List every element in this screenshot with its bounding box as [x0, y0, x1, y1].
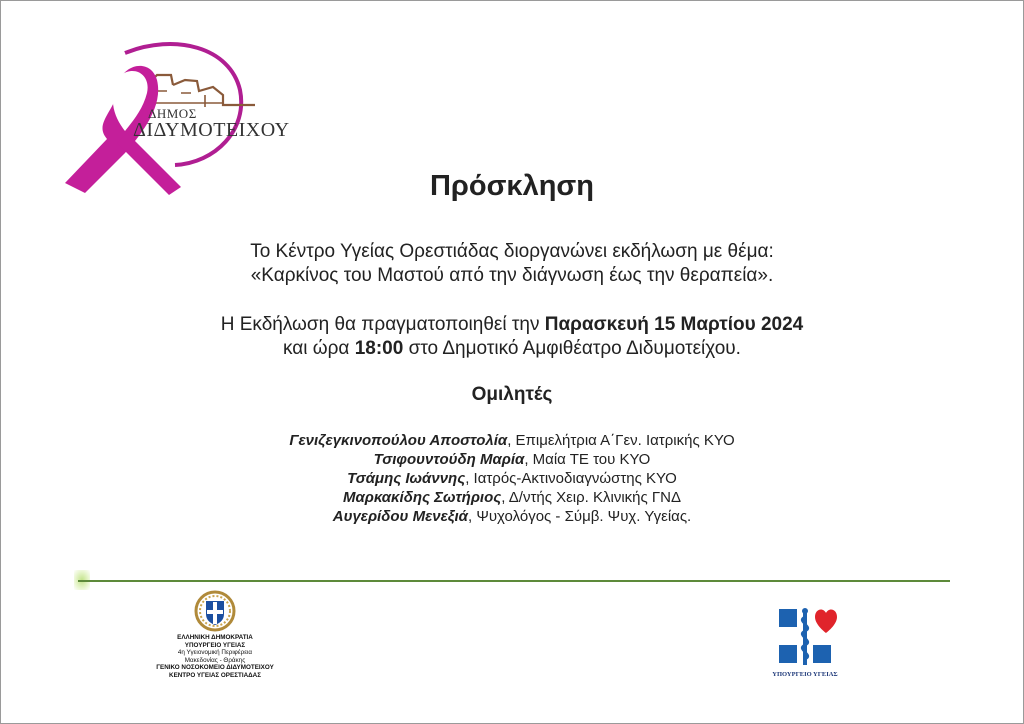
- intro-line-2: «Καρκίνος του Μαστού από την διάγνωση έως την θεραπεία».: [250, 265, 774, 286]
- speakers-heading: Ομιλητές: [471, 384, 553, 405]
- speaker-name: Τσάμης Ιωάννης: [347, 470, 466, 487]
- footer-divider: [78, 580, 950, 582]
- event-line-2: [0, 337, 1024, 361]
- speaker-role: , Δ/ντής Χειρ. Κλινικής ΓΝΔ: [501, 489, 682, 506]
- speaker-name: Γενιζεγκινοπούλου Αποστολία: [289, 432, 508, 449]
- hellenic-republic-block: [145, 588, 285, 693]
- speaker-name: Μαρκακίδης Σωτήριος: [342, 489, 502, 506]
- logo-line-2: ΔΙΔΥΜΟΤΕΙΧΟΥ: [133, 119, 290, 141]
- gov-line-3: 4η Υγειονομική Περιφέρεια: [177, 649, 253, 657]
- event-prefix: Η Εκδήλωση θα πραγματοποιηθεί την: [220, 314, 545, 335]
- greek-coat-of-arms-icon: [194, 590, 236, 632]
- speaker-item: [0, 488, 1024, 507]
- ministry-of-health-logo-icon: [765, 603, 845, 671]
- speaker-item: [0, 469, 1024, 488]
- speakers-list: [0, 431, 1024, 526]
- speaker-role: , Επιμελήτρια Α΄Γεν. Ιατρικής ΚΥΟ: [507, 432, 735, 449]
- speaker-item: [0, 431, 1024, 450]
- gov-line-6: ΚΕΝΤΡΟ ΥΓΕΙΑΣ ΟΡΕΣΤΙΑΔΑΣ: [169, 671, 261, 679]
- event-date: Παρασκευή 15 Μαρτίου 2024: [544, 314, 804, 335]
- speaker-role: , Μαία ΤΕ του ΚΥΟ: [524, 451, 651, 468]
- ministry-of-health-logo: [765, 603, 845, 683]
- logo-line-1: ΔΗΜΟΣ: [148, 106, 197, 121]
- intro-line-1: Το Κέντρο Υγείας Ορεστιάδας διοργανώνει εκδήλωση με θέμα:: [250, 241, 774, 262]
- event-time: 18:00: [354, 338, 404, 359]
- speaker-item: [0, 450, 1024, 469]
- event-place: στο Δημοτικό Αμφιθέατρο Διδυμοτείχου.: [403, 338, 741, 359]
- gov-line-2: ΥΠΟΥΡΓΕΙΟ ΥΓΕΙΑΣ: [184, 641, 246, 649]
- intro-paragraph: [0, 240, 1024, 288]
- speaker-item: [0, 507, 1024, 526]
- speaker-role: , Ιατρός-Ακτινοδιαγνώστης ΚΥΟ: [465, 470, 677, 487]
- gov-line-4: Μακεδονίας - Θράκης: [184, 656, 246, 664]
- speaker-name: Αυγερίδου Μενεξιά: [332, 508, 468, 525]
- speaker-name: Τσιφουντούδη Μαρία: [373, 451, 525, 468]
- gov-line-1: ΕΛΛΗΝΙΚΗ ΔΗΜΟΚΡΑΤΙΑ: [177, 634, 253, 641]
- gov-line-5: ΓΕΝΙΚΟ ΝΟΣΟΚΟΜΕΙΟ ΔΙΔΥΜΟΤΕΙΧΟΥ: [156, 664, 274, 672]
- event-paragraph: [0, 313, 1024, 361]
- page-title: Πρόσκληση: [429, 170, 594, 202]
- event-line-1: [0, 313, 1024, 337]
- event-time-prefix: και ώρα: [283, 338, 355, 359]
- moh-label: ΥΠΟΥΡΓΕΙΟ ΥΓΕΙΑΣ: [772, 671, 838, 678]
- speaker-role: , Ψυχολόγος - Σύμβ. Ψυχ. Υγείας.: [467, 508, 692, 525]
